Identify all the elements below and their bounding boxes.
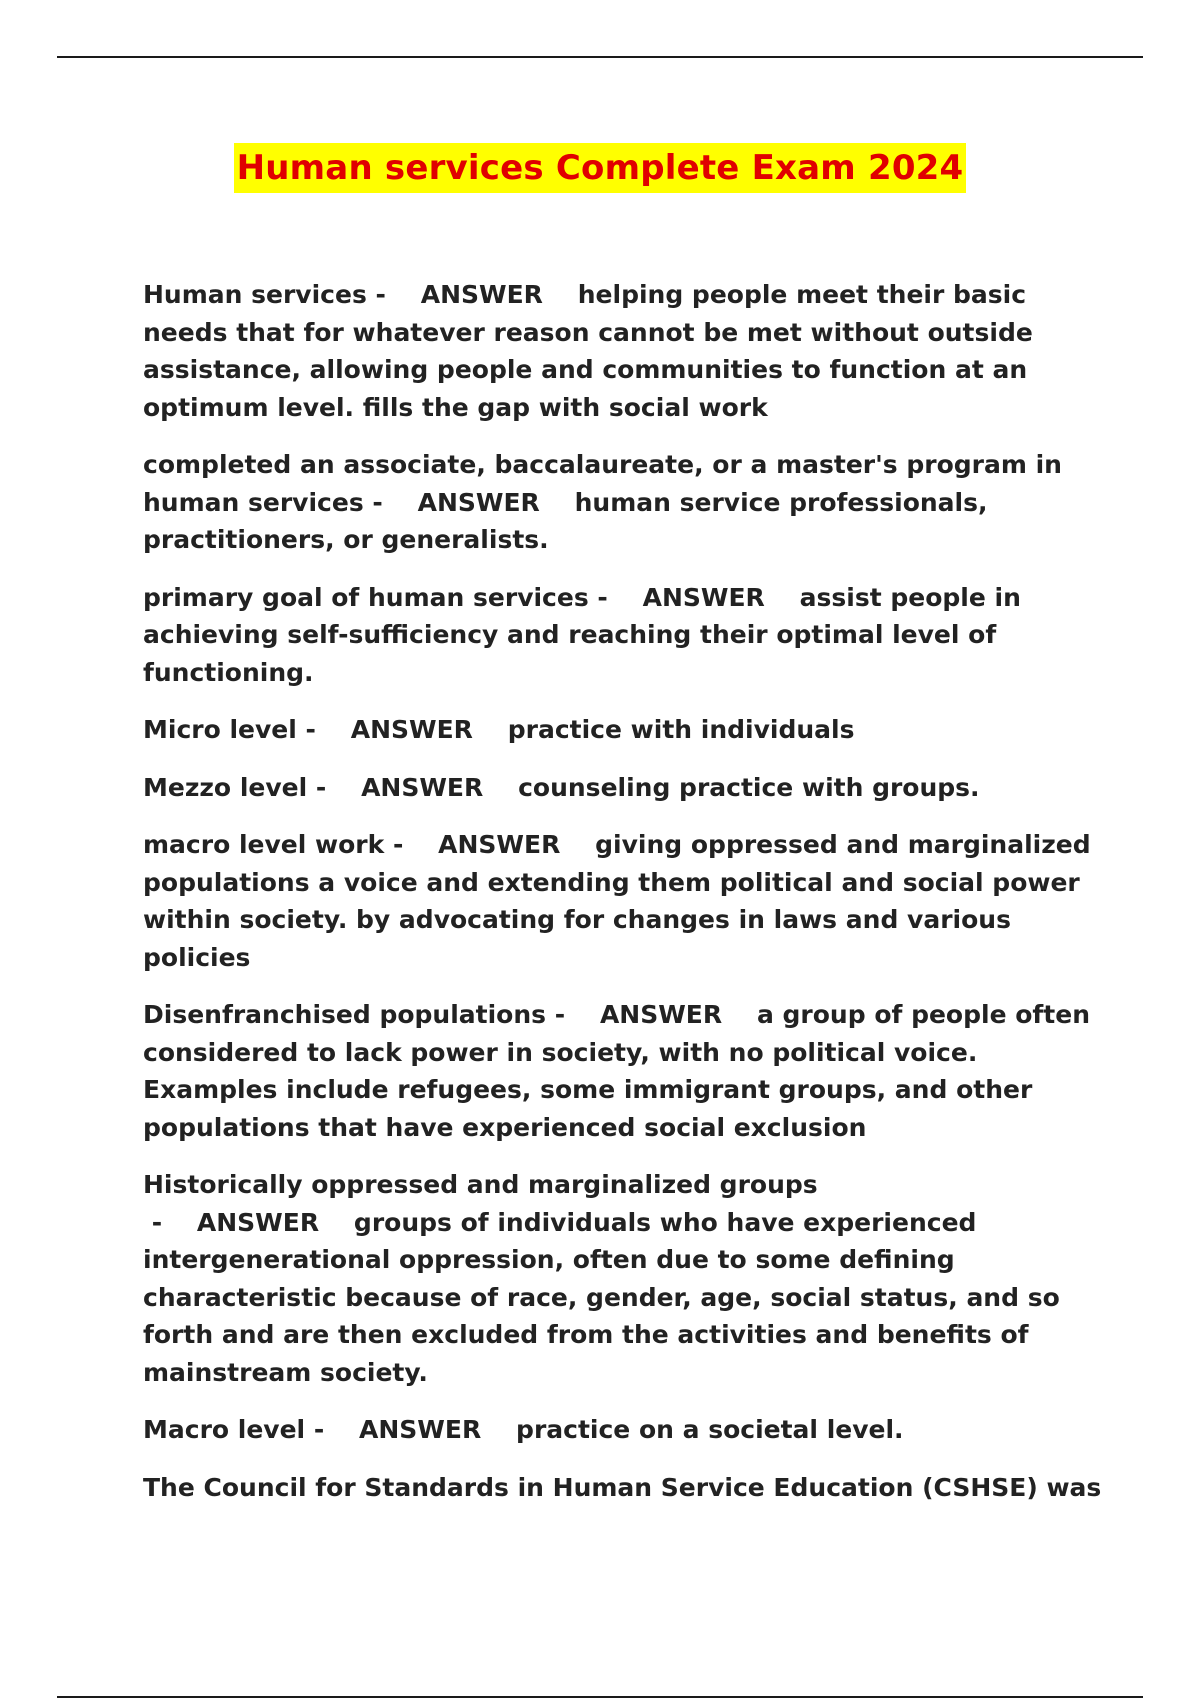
qa-separator [319, 1208, 354, 1237]
qa-definition: practice with individuals [507, 715, 855, 744]
qa-term: Macro level [143, 1415, 306, 1444]
qa-item [143, 711, 1103, 749]
qa-definition: counseling practice with groups. [518, 772, 980, 802]
qa-term: macro level work [143, 830, 385, 859]
answer-label: ANSWER [361, 772, 484, 802]
qa-separator [765, 583, 800, 612]
qa-definition: a group of people often considered to lack power in society, with no political voice. Examples include refugees, some immigrant groups, and other populations that have experienced social exclusion [143, 1000, 1090, 1142]
qa-definition: giving oppressed and marginalized populations a voice and extending them political and social power within society. by advocating for changes in laws and various policies [143, 830, 1091, 972]
qa-term: Disenfranchised populations [143, 1000, 547, 1029]
qa-definition: practice on a societal level. [516, 1415, 904, 1444]
trailing-text: The Council for Standards in Human Service Education (CSHSE) was [143, 1472, 1102, 1502]
qa-term: primary goal of human services [143, 582, 589, 612]
answer-label: ANSWER [642, 582, 765, 612]
qa-separator [483, 773, 518, 802]
qa-term: Human services [143, 280, 367, 309]
qa-separator [473, 715, 508, 744]
qa-definition: helping people meet their basic needs that for whatever reason cannot be met without outside assistance, allowing people and communities to function at an optimum level. fills the gap with social work [143, 280, 1033, 422]
qa-separator: - [546, 1000, 600, 1029]
title-container [0, 143, 1200, 193]
qa-item [143, 996, 1103, 1146]
answer-label: ANSWER [599, 1000, 723, 1029]
qa-item [143, 826, 1103, 976]
answer-label: ANSWER [359, 1415, 482, 1444]
qa-item [143, 769, 1103, 807]
answer-label: ANSWER [350, 715, 473, 744]
qa-separator [481, 1415, 516, 1444]
qa-separator: - [363, 487, 418, 517]
qa-separator: - [305, 1415, 360, 1444]
qa-term: completed an associate, baccalaureate, or a master's program in human services [143, 450, 1062, 517]
qa-definition: groups of individuals who have experienced intergenerational oppression, often due to some defining characteristic because of race, gender, age, social status, and so forth and are then excluded from the activities and benefits of mainstream society. [143, 1207, 1060, 1387]
qa-term: Mezzo level [143, 772, 308, 802]
answer-label: ANSWER [196, 1207, 320, 1237]
qa-separator: - [307, 772, 362, 802]
qa-definition: assist people in achieving self-sufficiency and reaching their optimal level of functioning. [143, 582, 1021, 687]
qa-separator [560, 830, 595, 859]
qa-item [143, 1411, 1103, 1449]
answer-label: ANSWER [417, 487, 540, 517]
qa-separator: - [384, 830, 439, 859]
qa-list [143, 276, 1103, 1526]
qa-separator: - [588, 582, 643, 612]
qa-item [143, 276, 1103, 426]
qa-term: Historically oppressed and marginalized groups [143, 1170, 818, 1199]
qa-separator: - [296, 715, 351, 744]
qa-separator [543, 280, 578, 309]
qa-separator [540, 488, 575, 517]
answer-label: ANSWER [420, 280, 543, 309]
bottom-divider [57, 1696, 1143, 1698]
qa-separator: - [366, 280, 421, 309]
top-divider [57, 56, 1143, 58]
qa-term: Micro level [143, 715, 297, 744]
qa-item [143, 579, 1103, 692]
qa-item [143, 1166, 1103, 1391]
qa-definition: human service professionals, practitioners, or generalists. [143, 487, 988, 554]
document-title: Human services Complete Exam 2024 [234, 143, 967, 193]
qa-separator: - [143, 1207, 197, 1237]
qa-separator [722, 1000, 757, 1029]
qa-item [143, 446, 1103, 559]
answer-label: ANSWER [438, 830, 561, 859]
